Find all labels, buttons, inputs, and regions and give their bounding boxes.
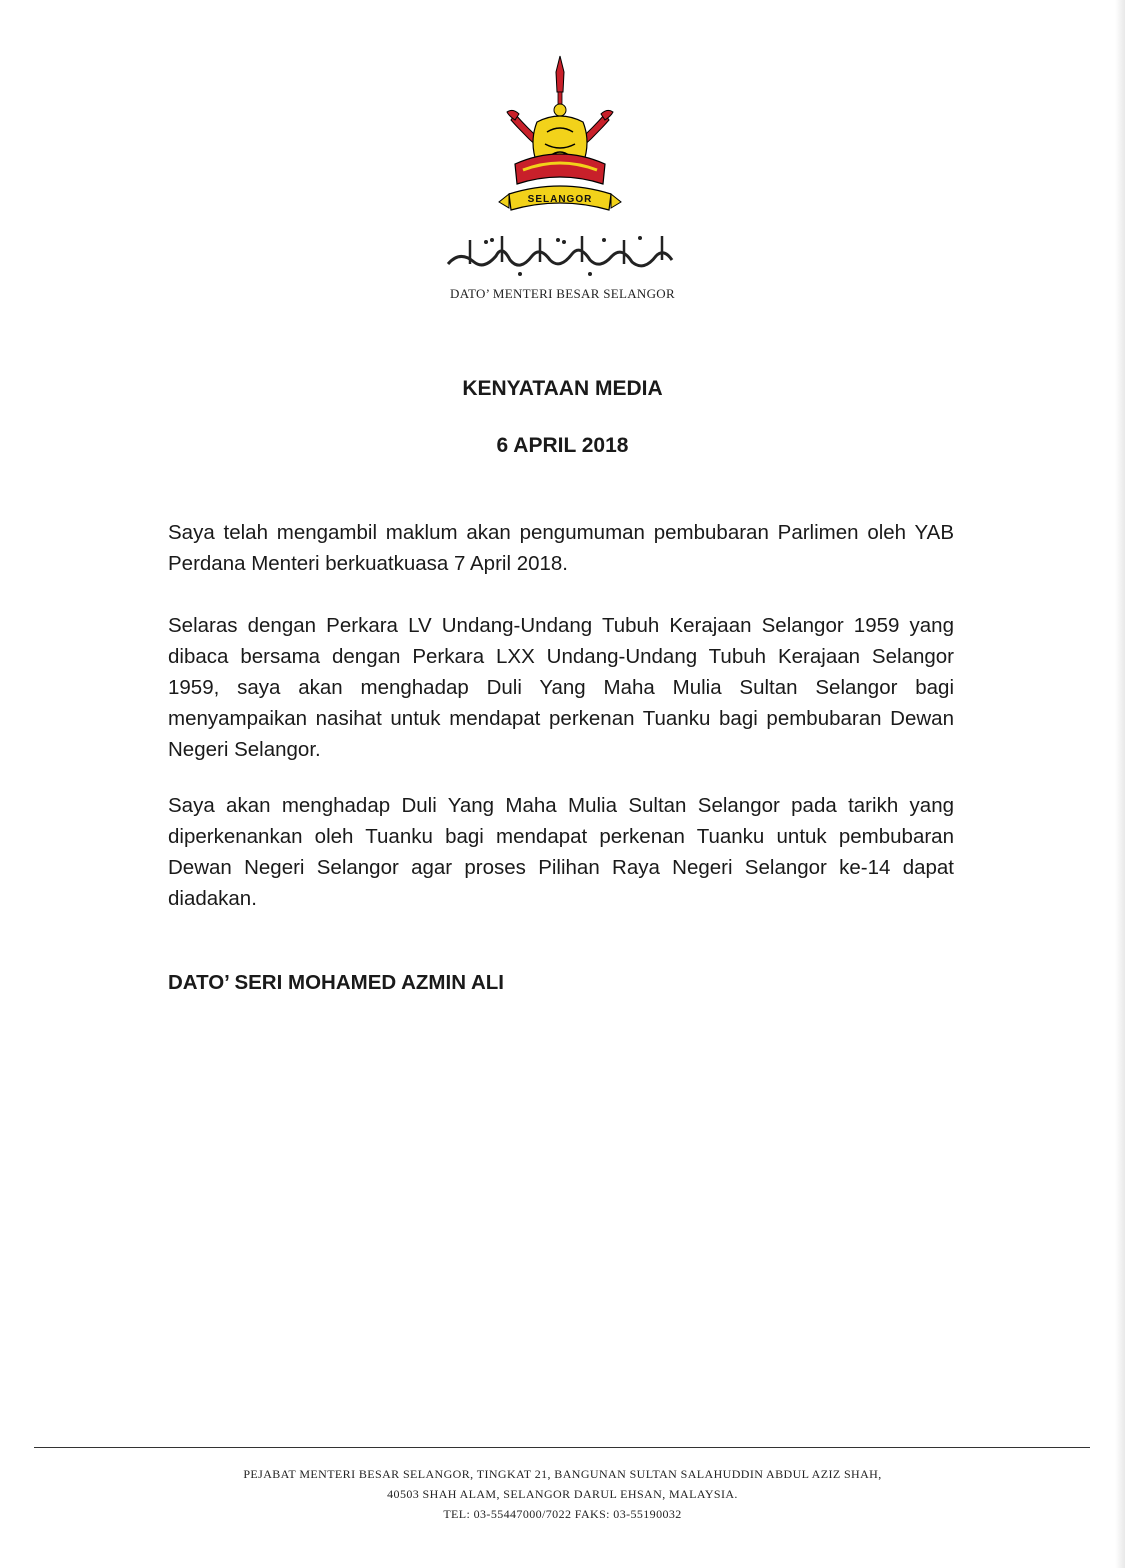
signature-name: DATO’ SERI MOHAMED AZMIN ALI (168, 971, 504, 994)
selangor-crest-logo (495, 52, 625, 232)
crest-banner-text: SELANGOR (527, 194, 593, 205)
footer-address-line-2: 40503 SHAH ALAM, SELANGOR DARUL EHSAN, MALAYSIA. (387, 1487, 738, 1501)
footer-divider (34, 1447, 1090, 1448)
page-edge-shadow (1115, 0, 1125, 1568)
footer-address-line-1: PEJABAT MENTERI BESAR SELANGOR, TINGKAT 21, BANGUNAN SULTAN SALAHUDDIN ABDUL AZIZ SHAH, (243, 1467, 882, 1481)
paragraph-2: Selaras dengan Perkara LV Undang-Undang Tubuh Kerajaan Selangor 1959 yang dibaca bersama dengan Perkara LXX Undang-Undang Tubuh Kerajaan Selangor 1959, saya akan menghadap Duli Yang Maha Mulia Sultan Selangor bagi menyampaikan nasihat untuk mendapat perkenan Tuanku bagi pembubaran Dewan Negeri Selangor. (168, 614, 954, 761)
footer-contact-line: TEL: 03-55447000/7022 FAKS: 03-55190032 (443, 1507, 682, 1521)
paragraph-3: Saya akan menghadap Duli Yang Maha Mulia Sultan Selangor pada tarikh yang diperkenankan oleh Tuanku bagi mendapat perkenan Tuanku untuk pembubaran Dewan Negeri Selangor agar proses Pilihan Raya Negeri Selangor ke-14 dapat diadakan. (168, 794, 954, 910)
office-title: DATO’ MENTERI BESAR SELANGOR (450, 286, 675, 301)
paragraph-1: Saya telah mengambil maklum akan pengumuman pembubaran Parlimen oleh YAB Perdana Menteri berkuatkuasa 7 April 2018. (168, 521, 954, 575)
jawi-calligraphy-logo (440, 226, 680, 278)
document-date: 6 APRIL 2018 (496, 434, 629, 457)
document-title: KENYATAAN MEDIA (462, 377, 663, 400)
